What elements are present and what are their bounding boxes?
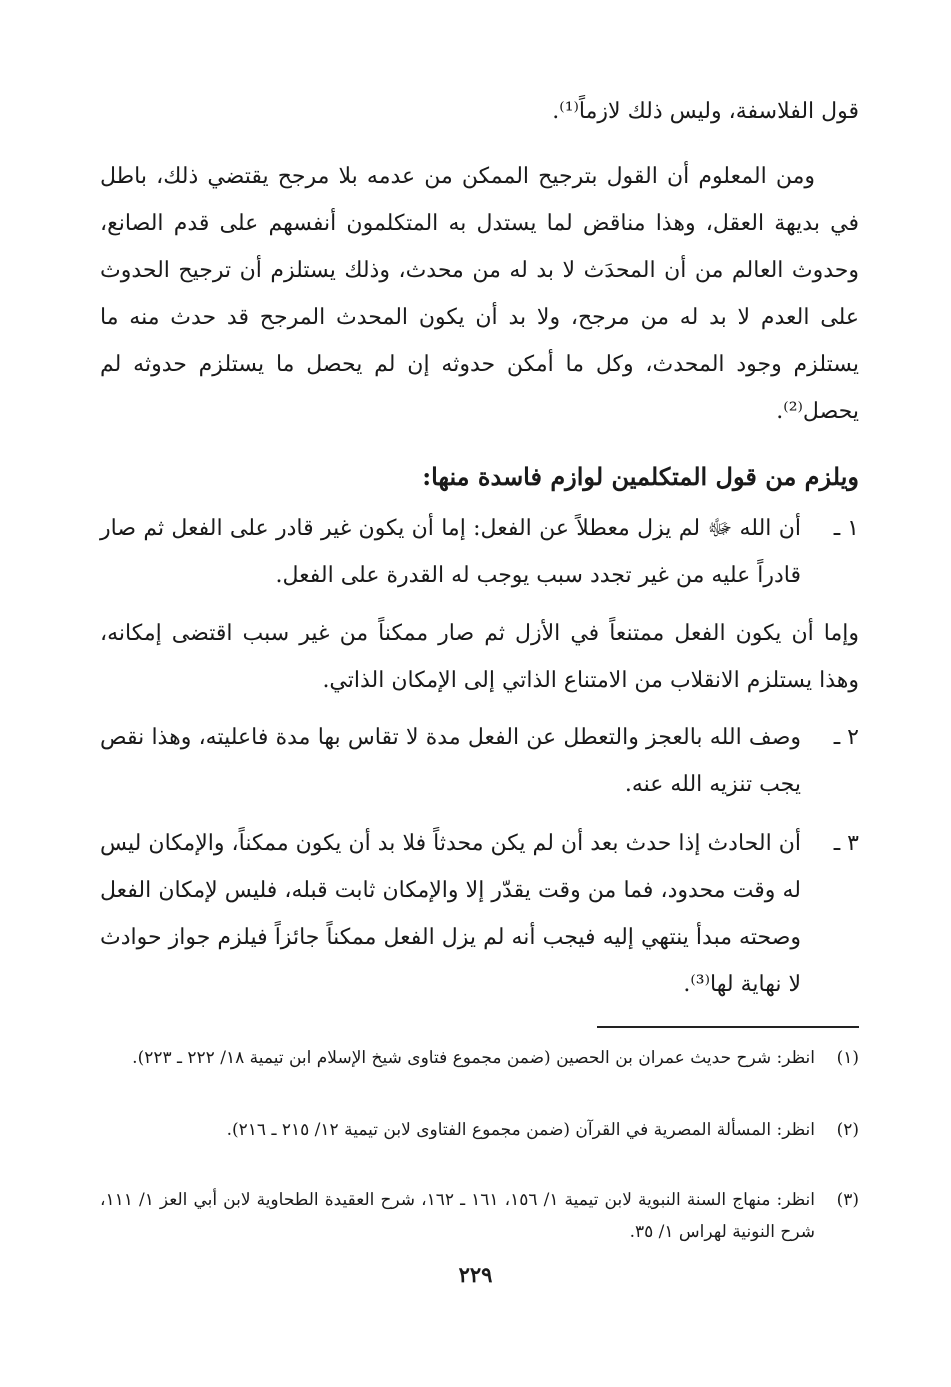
- list-item-number: ١ ـ: [833, 516, 859, 541]
- footnote-text: انظر: شرح حديث عمران بن الحصين (ضمن مجموع فتاوى شيخ الإسلام ابن تيمية ١٨/ ٢٢٢ ـ ٢٢٣).: [132, 1048, 815, 1068]
- list-item-number: ٢ ـ: [833, 725, 859, 750]
- footnote-3: [100, 1184, 859, 1248]
- section-heading: ويلزم من قول المتكلمين لوازم فاسدة منها:: [422, 462, 859, 491]
- page-number: ٢٢٩: [458, 1262, 493, 1287]
- list-item-text: وإما أن يكون الفعل ممتنعاً في الأزل ثم صار ممكناً من غير سبب اقتضى إمكانه، وهذا يستلزم الانقلاب من الامتناع الذاتي إلى الإمكان الذاتي.: [100, 621, 859, 693]
- list-item-2: [100, 714, 859, 808]
- footnote-number: (٢): [836, 1120, 859, 1140]
- list-item-text: أن الله ﷻ لم يزل معطلاً عن الفعل: إما أن يكون غير قادر على الفعل ثم صار قادراً عليه من غير تجدد سبب يوجب له القدرة على الفعل.: [100, 516, 801, 588]
- paragraph-main: ومن المعلوم أن القول بترجيح الممكن من عدمه بلا مرجح يقتضي ذلك، باطل في بديهة العقل، وهذا مناقض لما يستدل به المتكلمون أنفسهم على قدم الصانع، وحدوث العالم من أن المحدَث لا بد له من محدث، وذلك يستلزم أن ترجيح الحدوث على العدم لا بد له من مرجح، ولا بد أن يكون المحدث المرجح قد حدث منه ما يستلزم وجود المحدث، وكل ما أمكن حدوثه إن لم يحصل ما يستلزم حدوثه لم يحصل⁽²⁾.: [100, 164, 859, 424]
- footnote-2: [100, 1114, 859, 1146]
- footnote-text: انظر: المسألة المصرية في القرآن (ضمن مجموع الفتاوى لابن تيمية ١٢/ ٢١٥ ـ ٢١٦).: [226, 1120, 815, 1140]
- footnote-number: (٣): [836, 1190, 859, 1210]
- list-item-text: وصف الله بالعجز والتعطل عن الفعل مدة لا تقاس بها مدة فاعليته، وهذا نقص يجب تنزيه الله عنه.: [100, 725, 801, 797]
- list-item-1-continuation: [100, 610, 859, 704]
- list-item-3: [100, 820, 859, 1008]
- footnote-1: [100, 1042, 859, 1074]
- list-item-number: ٣ ـ: [833, 831, 859, 856]
- footnote-text: انظر: منهاج السنة النبوية لابن تيمية ١/ ١٥٦، ١٦١ ـ ١٦٢، شرح العقيدة الطحاوية لابن أبي العز ١/ ١١١، شرح النونية لهراس ١/ ٣٥.: [100, 1190, 815, 1242]
- footnote-number: (١): [836, 1048, 859, 1068]
- paragraph-continuation: قول الفلاسفة، وليس ذلك لازماً⁽¹⁾.: [552, 99, 859, 124]
- list-item-1: [100, 505, 859, 599]
- footnote-divider: [597, 1026, 859, 1028]
- list-item-text: أن الحادث إذا حدث بعد أن لم يكن محدثاً فلا بد أن يكون ممكناً، والإمكان ليس له وقت محدود، فما من وقت يقدّر إلا والإمكان ثابت قبله، فليس لإمكان الفعل وصحته مبدأ ينتهي إليه فيجب أنه لم يزل الفعل ممكناً جائزاً فيلزم جواز حوادث لا نهاية لها⁽³⁾.: [100, 831, 801, 997]
